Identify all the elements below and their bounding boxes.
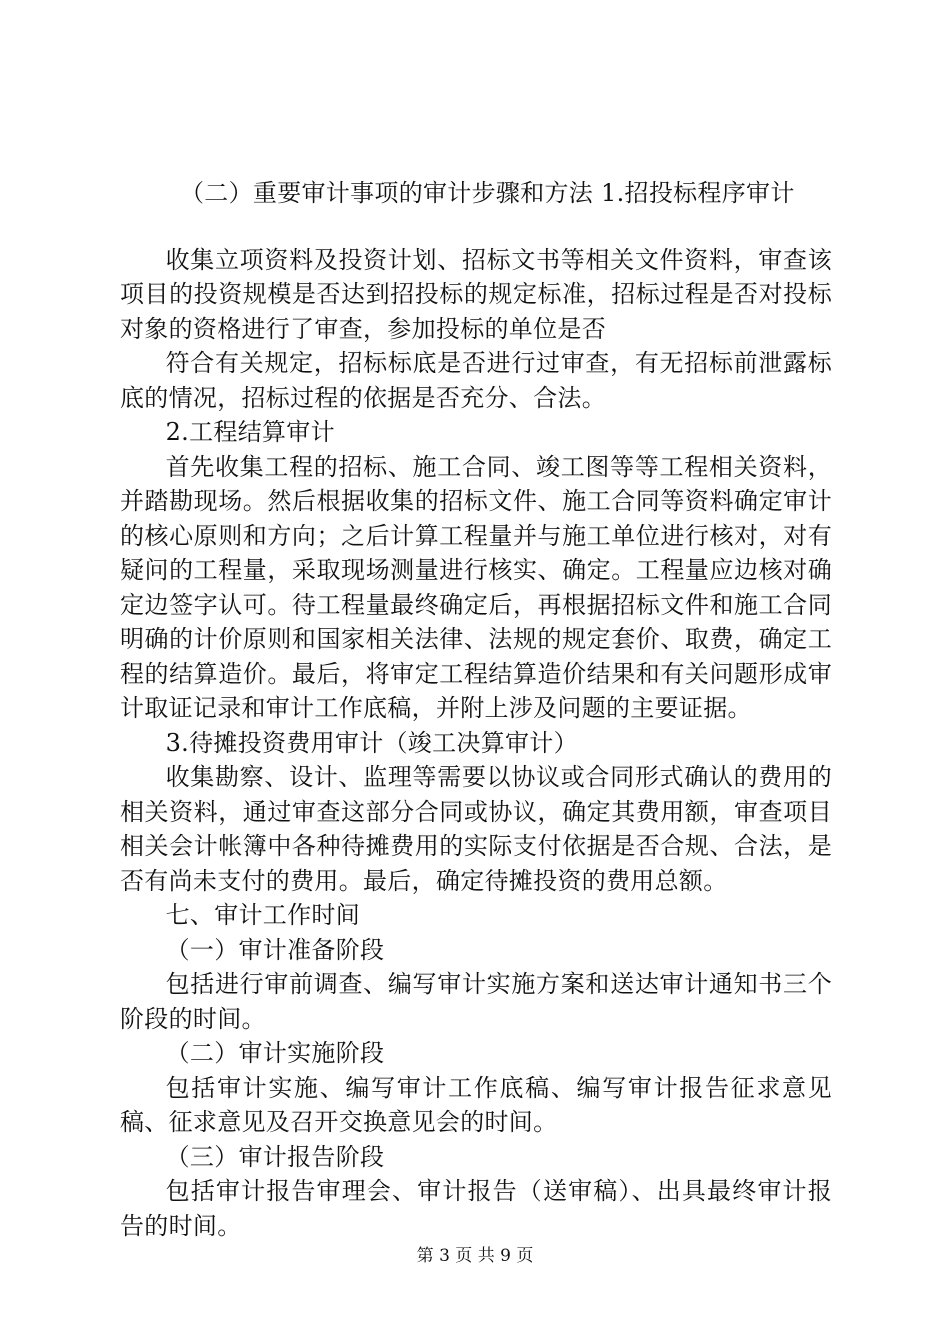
paragraph-implementation-stage: 包括审计实施、编写审计工作底稿、编写审计报告征求意见稿、征求意见及召开交换意见会的时间。 (120, 1073, 832, 1136)
paragraph-settlement-audit: 首先收集工程的招标、施工合同、竣工图等等工程相关资料，并踏勘现场。然后根据收集的招标文件、施工合同等资料确定审计的核心原则和方向；之后计算工程量并与施工单位进行核对，对有疑问的工程量，采取现场测量进行核实、确定。工程量应边核对确定边签字认可。待工程量最终确定后，再根据招标文件和施工合同明确的计价原则和国家相关法律、法规的规定套价、取费，确定工程的结算造价。最后，将审定工程结算造价结果和有关问题形成审计取证记录和审计工作底稿，并附上涉及问题的主要证据。 (120, 452, 832, 722)
subheading-preparation-stage: （一）审计准备阶段 (165, 935, 385, 964)
subheading-pending-investment-audit: 3.待摊投资费用审计（竣工决算审计） (165, 728, 578, 757)
paragraph-bidding-review-continued: 符合有关规定，招标标底是否进行过审查，有无招标前泄露标底的情况，招标过程的依据是否充分、合法。 (120, 349, 832, 412)
paragraph-bidding-review: 收集立项资料及投资计划、招标文书等相关文件资料，审查该项目的投资规模是否达到招投标的规定标准，招标过程是否对投标对象的资格进行了审查，参加投标的单位是否 (120, 245, 832, 343)
document-body (120, 176, 832, 1243)
subheading-implementation-stage: （二）审计实施阶段 (165, 1039, 385, 1067)
subheading-report-stage: （三）审计报告阶段 (165, 1142, 385, 1171)
section-heading-audit-time: 七、审计工作时间 (165, 901, 360, 929)
paragraph-report-stage: 包括审计报告审理会、审计报告（送审稿）、出具最终审计报告的时间。 (120, 1177, 832, 1240)
paragraph-preparation-stage: 包括进行审前调查、编写审计实施方案和送达审计通知书三个阶段的时间。 (120, 970, 832, 1033)
section-heading-audit-steps: （二）重要审计事项的审计步骤和方法 1.招投标程序审计 (180, 179, 795, 207)
paragraph-pending-investment-audit: 收集勘察、设计、监理等需要以协议或合同形式确认的费用的相关资料，通过审查这部分合同或协议，确定其费用额，审查项目相关会计帐簿中各种待摊费用的实际支付依据是否合规、合法，是否有尚未支付的费用。最后，确定待摊投资的费用总额。 (120, 763, 832, 895)
page-number-footer: 第 3 页 共 9 页 (416, 1246, 534, 1266)
subheading-settlement-audit: 2.工程结算审计 (165, 418, 335, 446)
